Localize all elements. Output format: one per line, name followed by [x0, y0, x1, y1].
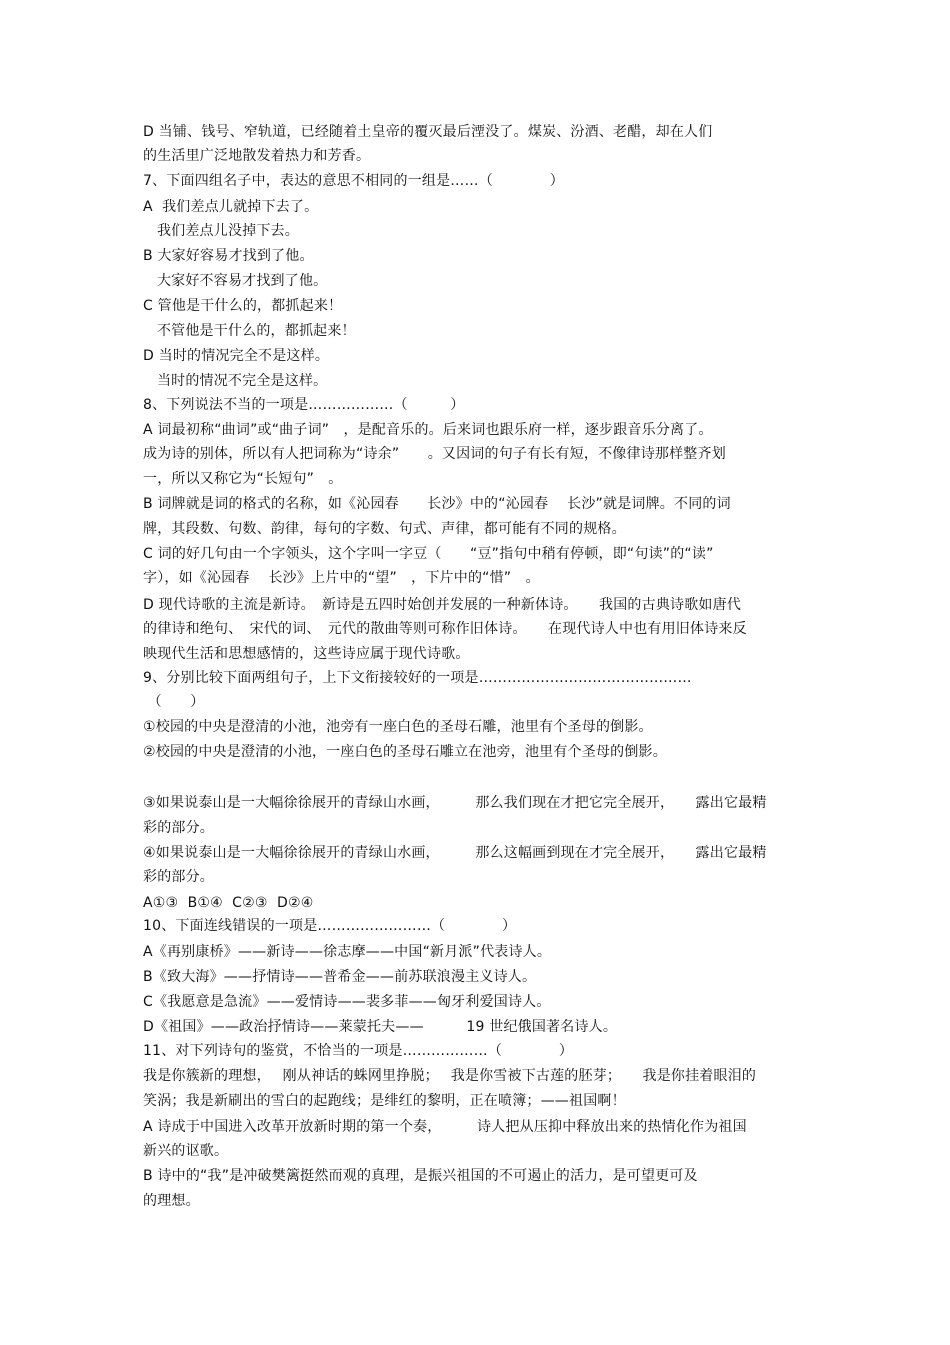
q9-sentence-1: ①校园的中央是澄清的小池，池旁有一座白色的圣母石雕，池里有个圣母的倒影。	[143, 719, 653, 735]
q11-poem-line1: 我是你簇新的理想， 刚从神话的蛛网里挣脱； 我是你雪被下古莲的胚芽； 我是你挂着眼泪的	[143, 1068, 757, 1084]
q8-option-b-1: B 词牌就是词的格式的名称，如《沁园春 长沙》中的“沁园春 长沙”就是词牌。不同的词	[143, 496, 731, 512]
option-d-line2: 的生活里广泛地散发着热力和芳香。	[143, 148, 371, 164]
q11-option-b-2: 的理想。	[143, 1193, 200, 1209]
q11-option-a-2: 新兴的讴歌。	[143, 1143, 229, 1159]
q8-option-a-2: 成为诗的别体，所以有人把词称为“诗余” 。又因词的句子有长有短，不像律诗那样整齐划	[143, 446, 726, 462]
q10-option-a: A《再别康桥》——新诗——徐志摩——中国“新月派”代表诗人。	[143, 944, 552, 960]
q8-option-c-2: 字），如《沁园春 长沙》上片中的“望” ，下片中的“惜” 。	[143, 570, 540, 586]
question-11: 11、对下列诗句的鉴赏，不恰当的一项是………………（ ）	[143, 1043, 574, 1059]
q7-option-c-2: 不管他是干什么的，都抓起来！	[143, 323, 356, 339]
question-10: 10、下面连线错误的一项是……………………（ ）	[143, 918, 517, 934]
q10-option-c: C《我愿意是急流》——爱情诗——裴多菲——匈牙利爱国诗人。	[143, 994, 551, 1010]
q9-answer-options: A①③ B①④ C②③ D②④	[143, 895, 314, 911]
q8-option-c-1: C 词的好几句由一个字领头，这个字叫一字豆（ “豆”指句中稍有停顿，即“句读”的“读”	[143, 546, 714, 562]
q8-option-b-2: 牌，其段数、句数、韵律，每句的字数、句式、声律，都可能有不同的规格。	[143, 521, 626, 537]
q7-option-c-1: C 管他是干什么的，都抓起来！	[143, 298, 343, 314]
q11-poem-line2: 笑涡；我是新刷出的雪白的起跑线；是绯红的黎明，正在喷簿；——祖国啊！	[143, 1093, 626, 1109]
q8-option-d-1: D 现代诗歌的主流是新诗。 新诗是五四时始创并发展的一种新体诗。 我国的古典诗歌如唐代	[143, 597, 742, 613]
q9-sentence-3-line1: ③如果说泰山是一大幅徐徐展开的青绿山水画， 那么我们现在才把它完全展开， 露出它最精	[143, 795, 767, 811]
q8-option-d-2: 的律诗和绝句、 宋代的词、 元代的散曲等则可称作旧体诗。 在现代诗人中也有用旧体诗来反	[143, 621, 747, 637]
q9-sentence-3-line2: 彩的部分。	[143, 820, 214, 836]
q7-option-d-1: D 当时的情况完全不是这样。	[143, 348, 330, 364]
q10-option-b: B《致大海》——抒情诗——普希金——前苏联浪漫主义诗人。	[143, 969, 537, 985]
q8-option-a-3: 一，所以又称它为“长短句” 。	[143, 471, 343, 487]
q7-option-b-2: 大家好不容易才找到了他。	[143, 273, 328, 289]
question-8: 8、下列说法不当的一项是………………（ ）	[143, 397, 465, 413]
q9-sentence-4-line2: 彩的部分。	[143, 869, 214, 885]
q7-option-a-2: 我们差点儿没掉下去。	[143, 223, 299, 239]
q8-option-a-1: A 词最初称“曲词”或“曲子词” ，是配音乐的。后来词也跟乐府一样，逐步跟音乐分离了。	[143, 422, 713, 438]
q7-option-d-2: 当时的情况不完全是这样。	[143, 373, 328, 389]
q8-option-d-3: 映现代生活和思想感情的，这些诗应属于现代诗歌。	[143, 646, 470, 662]
question-9-paren: （ ）	[143, 694, 205, 710]
q9-sentence-4-line1: ④如果说泰山是一大幅徐徐展开的青绿山水画， 那么这幅画到现在才完全展开， 露出它最精	[143, 845, 767, 861]
option-d-line1: D 当铺、钱号、窄轨道，已经随着土皇帝的覆灭最后湮没了。煤炭、汾酒、老醋，却在人们	[143, 124, 713, 140]
q9-sentence-2: ②校园的中央是澄清的小池，一座白色的圣母石雕立在池旁，池里有个圣母的倒影。	[143, 744, 667, 760]
q11-option-b-1: B 诗中的“我”是冲破樊篱挺然而观的真理，是振兴祖国的不可遏止的活力，是可望更可及	[143, 1168, 698, 1184]
question-9: 9、分别比较下面两组句子，上下文衔接较好的一项是………………………………………	[143, 670, 692, 686]
q10-option-d: D《祖国》——政治抒情诗——莱蒙托夫—— 19 世纪俄国著名诗人。	[143, 1019, 618, 1035]
question-7: 7、下面四组名子中，表达的意思不相同的一组是……（ ）	[143, 173, 564, 189]
q11-option-a-1: A 诗成于中国进入改革开放新时期的第一个奏， 诗人把从压抑中释放出来的热情化作为祖国	[143, 1119, 747, 1135]
q7-option-b-1: B 大家好容易才找到了他。	[143, 248, 314, 264]
q7-option-a-1: A 我们差点儿就掉下去了。	[143, 199, 319, 215]
